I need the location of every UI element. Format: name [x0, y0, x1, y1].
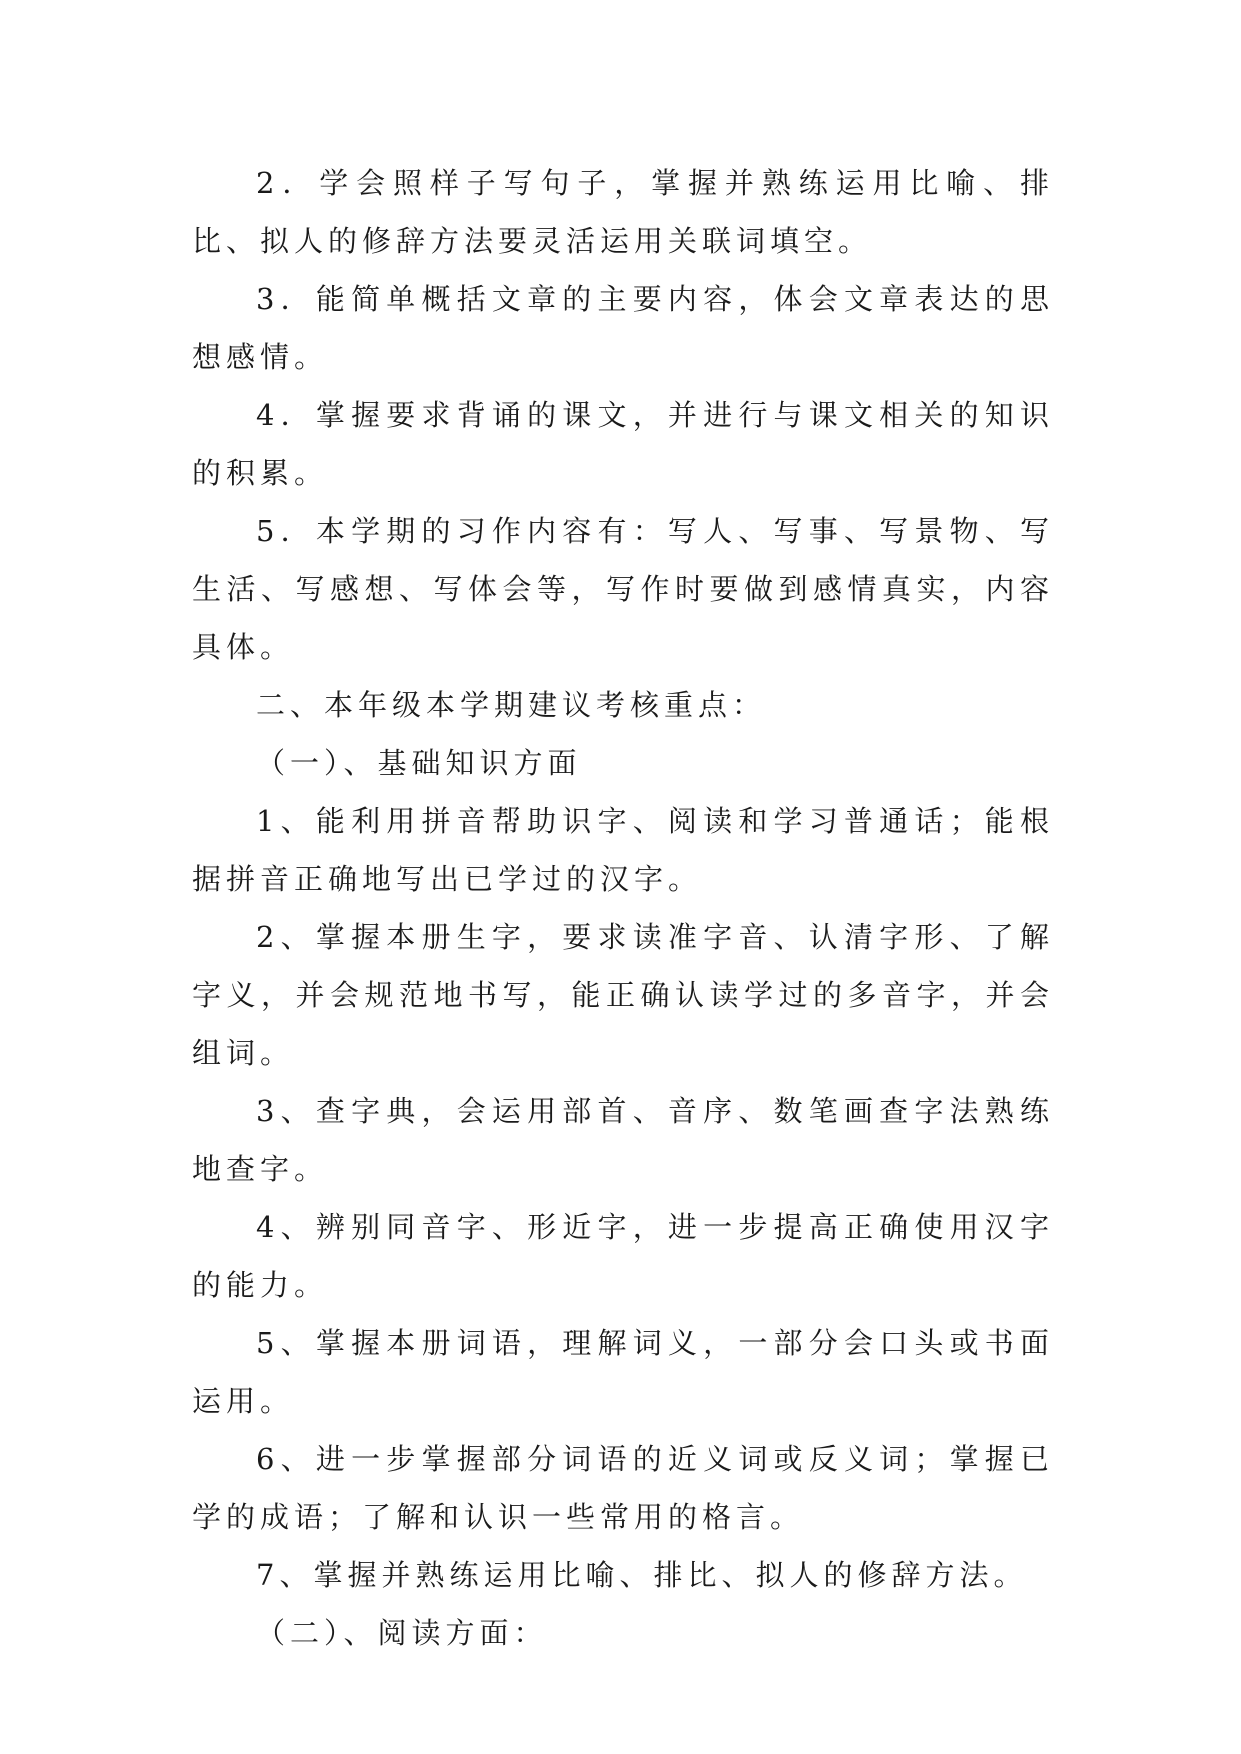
basic-knowledge-item-2: 2、掌握本册生字，要求读准字音、认清字形、了解字义，并会规范地书写，能正确认读学过的多音字，并会组词。 [192, 920, 1054, 1070]
paragraph-item-2: 2．学会照样子写句子，掌握并熟练运用比喻、排比、拟人的修辞方法要灵活运用关联词填空。 [192, 166, 1054, 258]
basic-knowledge-item-1: 1、能利用拼音帮助识字、阅读和学习普通话；能根据拼音正确地写出已学过的汉字。 [192, 804, 1054, 896]
basic-knowledge-item-7: 7、掌握并熟练运用比喻、排比、拟人的修辞方法。 [256, 1558, 1028, 1592]
section-heading-2: 二、本年级本学期建议考核重点： [256, 688, 767, 722]
basic-knowledge-item-3: 3、查字典，会运用部首、音序、数笔画查字法熟练地查字。 [192, 1094, 1054, 1186]
basic-knowledge-item-6: 6、进一步掌握部分词语的近义词或反义词；掌握已学的成语；了解和认识一些常用的格言。 [192, 1442, 1054, 1534]
paragraph-item-4: 4．掌握要求背诵的课文，并进行与课文相关的知识的积累。 [192, 398, 1054, 490]
paragraph-item-5: 5．本学期的习作内容有：写人、写事、写景物、写生活、写感想、写体会等，写作时要做到感情真实，内容具体。 [192, 514, 1054, 664]
subsection-heading-reading: （二）、阅读方面： [256, 1616, 548, 1650]
document-body [192, 154, 1054, 1662]
paragraph-item-3: 3．能简单概括文章的主要内容，体会文章表达的思想感情。 [192, 282, 1054, 374]
basic-knowledge-item-5: 5、掌握本册词语，理解词义，一部分会口头或书面运用。 [192, 1326, 1054, 1418]
basic-knowledge-item-4: 4、辨别同音字、形近字，进一步提高正确使用汉字的能力。 [192, 1210, 1054, 1302]
subsection-heading-basic-knowledge: （一）、基础知识方面 [256, 746, 582, 780]
